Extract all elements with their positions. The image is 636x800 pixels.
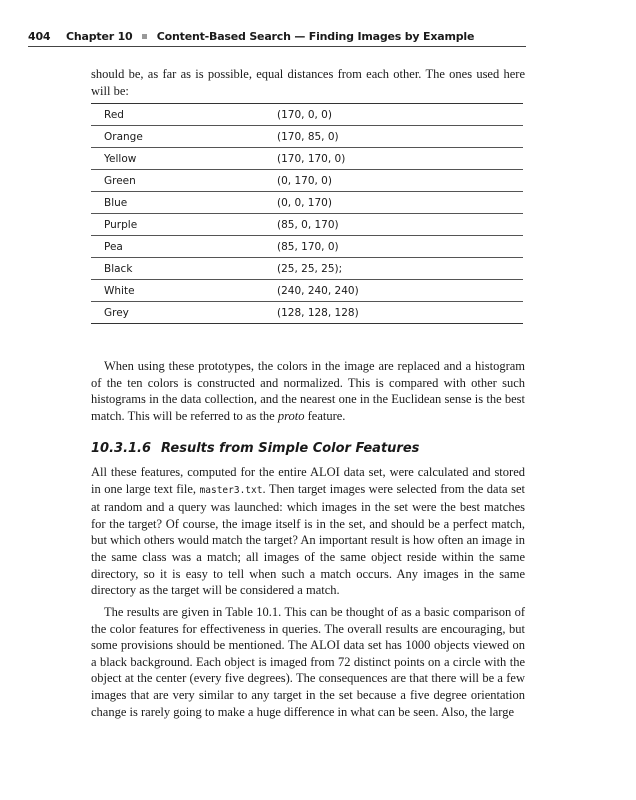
color-name-cell: Blue: [91, 192, 277, 214]
intro-paragraph: should be, as far as is possible, equal distances from each other. The ones used here will be:: [91, 67, 525, 98]
page-number: 404: [28, 30, 51, 43]
rgb-value-cell: (85, 170, 0): [277, 236, 523, 258]
table-row: [91, 214, 523, 236]
section-heading: [91, 441, 419, 456]
prototype-paragraph-tail: feature.: [304, 408, 346, 423]
running-header: [28, 30, 526, 47]
rgb-value-cell: (25, 25, 25);: [277, 258, 523, 280]
color-name-cell: Black: [91, 258, 277, 280]
table-row: [91, 280, 523, 302]
color-prototype-table: [91, 103, 523, 324]
rgb-value-cell: (0, 170, 0): [277, 170, 523, 192]
chapter-title: Content-Based Search — Finding Images by Example: [156, 30, 475, 43]
rgb-value-cell: (128, 128, 128): [277, 306, 359, 319]
chapter-label: Chapter 10: [66, 30, 133, 43]
color-name-cell: Pea: [91, 236, 277, 258]
color-name-cell: Orange: [91, 126, 277, 148]
rgb-value-cell: (85, 0, 170): [277, 214, 523, 236]
results-paragraph-text: All these features, computed for the entire ALOI data set, were calculated and stored in one large text file,: [91, 465, 525, 496]
color-name-cell: Purple: [91, 214, 277, 236]
table-row: [91, 258, 523, 280]
rgb-value-cell: (240, 240, 240): [277, 280, 523, 302]
rgb-value-cell: (0, 0, 170): [277, 192, 523, 214]
comparison-paragraph: [91, 604, 525, 720]
proto-term: proto: [277, 408, 305, 423]
prototype-paragraph: [91, 358, 525, 424]
filename-code: master3.txt: [199, 484, 263, 496]
table-row: [91, 236, 523, 258]
rgb-value-cell: (170, 85, 0): [277, 126, 523, 148]
prototype-paragraph-text: When using these prototypes, the colors in the image are replaced and a histogram of the ten colors is constructed and normalized. This is compared with other such histograms in the data collection, and the nearest one in the Euclidean sense is the best match. This will be referred to as the: [91, 359, 525, 423]
color-name-cell: White: [91, 280, 277, 302]
table-row: [91, 302, 523, 324]
comparison-paragraph-text: The results are given in Table 10.1. This can be thought of as a basic comparison of the color features for effectiveness in queries. The overall results are encouraging, but some provisions should be mentioned. The ALOI data set has 1000 objects viewed on a black background. Each object is imaged from 72 distinct points on a circle with the object at the center (every five degrees). The consequences are that there will be a few images that are very similar to any target in the set because a five degree orientation change is rarely going to make a huge difference in what can be seen. Also, the large: [91, 605, 525, 719]
color-name-cell: Green: [91, 170, 277, 192]
table-row: [91, 104, 523, 126]
section-number: 10.3.1.6: [91, 441, 152, 456]
rgb-value-cell: (170, 0, 0): [277, 104, 523, 126]
color-name-cell: Yellow: [91, 148, 277, 170]
table-row: [91, 170, 523, 192]
results-paragraph-rest: . Then target images were selected from the data set at random and a query was launched: which images in the set were the best matches for the target? Of course, the image itself is in the set, and should be a perfect match, but which others would match the target? An important result is how often an image in the same class was a match; all images of the same object reside within the same directory, so it is easy to tell when such a match occurs. Any images in the same directory as the target will be considered a match.: [91, 481, 525, 598]
table-row: [91, 148, 523, 170]
rgb-value-cell: (170, 170, 0): [277, 148, 523, 170]
color-name-cell: Grey: [104, 306, 129, 319]
table-row: [91, 126, 523, 148]
color-name-cell: Red: [91, 104, 277, 126]
header-separator: [142, 34, 147, 39]
section-title: Results from Simple Color Features: [161, 441, 420, 456]
results-paragraph: [91, 464, 525, 599]
table-row: [91, 192, 523, 214]
